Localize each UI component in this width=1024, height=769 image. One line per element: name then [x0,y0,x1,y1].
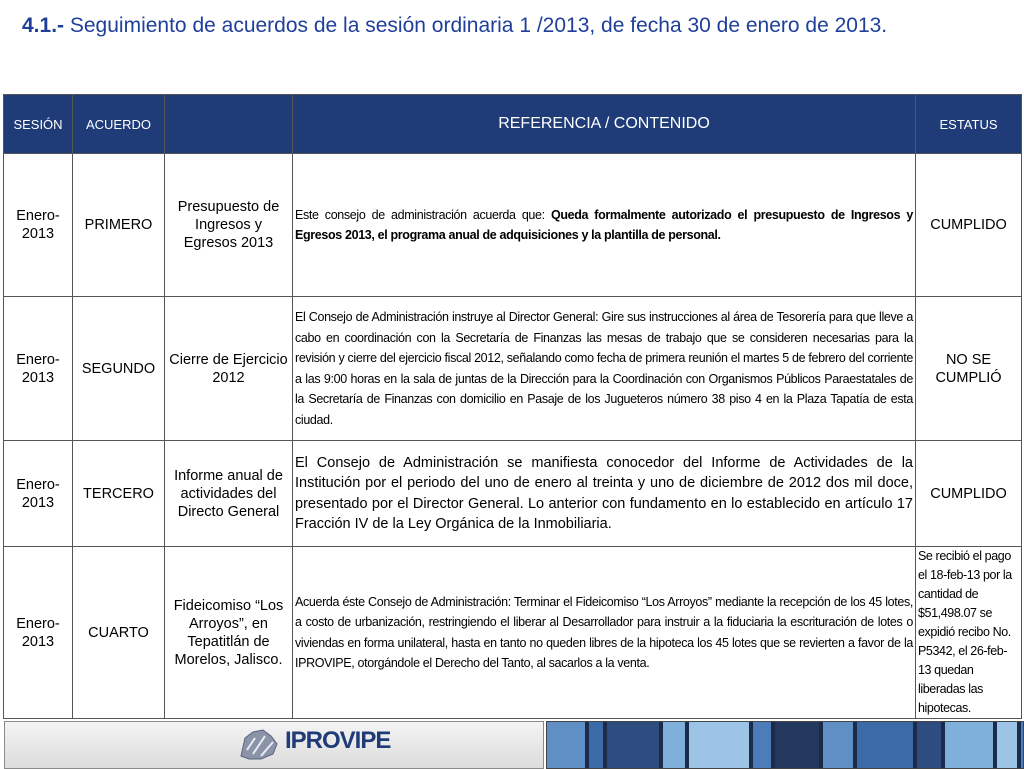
footer-decoration-bars [546,721,1024,769]
table-row [4,441,1022,547]
header-sesion: SESIÓN [4,95,73,154]
table-row [4,297,1022,441]
header-tema [165,95,293,154]
cell-acuerdo: PRIMERO [73,154,165,297]
cell-contenido: El Consejo de Administración instruye al Director General: Gire sus instrucciones al área de Tesorería para que lleve a cabo en coordinación con la Secretaría de Finanzas las mesas de trabajo que se consideren necesarias para la revisión y cierre del ejercicio fiscal 2012, señalando como fecha de primera reunión el martes 5 de febrero del corriente a las 9:00 horas en la sala de juntas de la Dirección para la Coordinación con Organismos Públicos Paraestatales de la Secretaría de Finanzas con domicilio en Pasaje de los Jugueteros número 38 piso 4 en la Plaza Tapatía de esta ciudad. [293,297,916,441]
footer-bar [589,722,603,768]
title-text: Seguimiento de acuerdos de la sesión ordinaria 1 /2013, de fecha 30 de enero de 2013. [69,14,888,37]
cell-sesion: Enero-2013 [4,441,73,547]
cell-contenido [293,154,916,297]
cell-tema: Cierre de Ejercicio 2012 [165,297,293,441]
cell-acuerdo: CUARTO [73,547,165,719]
cell-acuerdo: TERCERO [73,441,165,547]
cell-sesion: Enero-2013 [4,547,73,719]
cell-estatus: Se recibió el pago el 18-feb-13 por la cantidad de $51,498.07 se expidió recibo No. P5342, el 26-feb-13 quedan liberadas las hipotecas. [916,547,1022,719]
footer-bar [607,722,659,768]
footer-bar [823,722,853,768]
header-estatus: ESTATUS [916,95,1022,154]
logo-text: IPROVIPE [285,727,391,754]
footer-bar [945,722,993,768]
contenido-bold: Queda formalmente autorizado el presupuesto de Ingresos y Egresos 2013, el programa anual de adquisiciones y la plantilla de personal. [295,207,913,242]
table-header-row [4,95,1022,154]
footer-bar [857,722,913,768]
page-title [22,12,1012,39]
table-row [4,547,1022,719]
jalisco-map-logo-icon [235,726,281,762]
cell-acuerdo: SEGUNDO [73,297,165,441]
header-acuerdo: ACUERDO [73,95,165,154]
cell-tema: Presupuesto de Ingresos y Egresos 2013 [165,154,293,297]
cell-sesion: Enero-2013 [4,154,73,297]
table-row [4,154,1022,297]
cell-tema: Fideicomiso “Los Arroyos”, en Tepatitlán de Morelos, Jalisco. [165,547,293,719]
cell-estatus: NO SE CUMPLIÓ [916,297,1022,441]
cell-estatus: CUMPLIDO [916,441,1022,547]
footer-bar [689,722,749,768]
footer-bar [753,722,771,768]
cell-contenido: Acuerda éste Consejo de Administración: Terminar el Fideicomiso “Los Arroyos” mediante la recepción de los 45 lotes, a costo de urbanización, restringiendo el liberar al Desarrollador para instruir a la fiduciaria la escrituración de lotes o viviendas en forma unilateral, hasta en tanto no queden libres de la hipoteca los 45 lotes que se revierten a favor de la IPROVIPE, otorgándole el Derecho del Tanto, al sacarlos a la venta. [293,547,916,719]
cell-tema: Informe anual de actividades del Directo General [165,441,293,547]
footer-bar [663,722,685,768]
footer-bar [917,722,941,768]
cell-estatus: CUMPLIDO [916,154,1022,297]
contenido-intro: Este consejo de administración acuerda que: [295,207,551,222]
footer-bar [1021,722,1023,768]
footer-bar [547,722,585,768]
cell-contenido: El Consejo de Administración se manifiesta conocedor del Informe de Actividades de la Institución por el periodo del uno de enero al treinta y uno de diciembre de 2012 dos mil doce, presentado por el Director General. Lo anterior con fundamento en lo establecido en artículo 17 Fracción IV de la Ley Orgánica de la Inmobiliaria. [293,441,916,547]
agreements-table [3,94,1022,719]
footer-bar [775,722,819,768]
title-number: 4.1.- [22,14,65,37]
footer-banner [0,718,1024,768]
cell-sesion: Enero-2013 [4,297,73,441]
footer-bar [997,722,1017,768]
header-referencia: REFERENCIA / CONTENIDO [293,95,916,154]
footer-logo-panel [4,721,544,769]
